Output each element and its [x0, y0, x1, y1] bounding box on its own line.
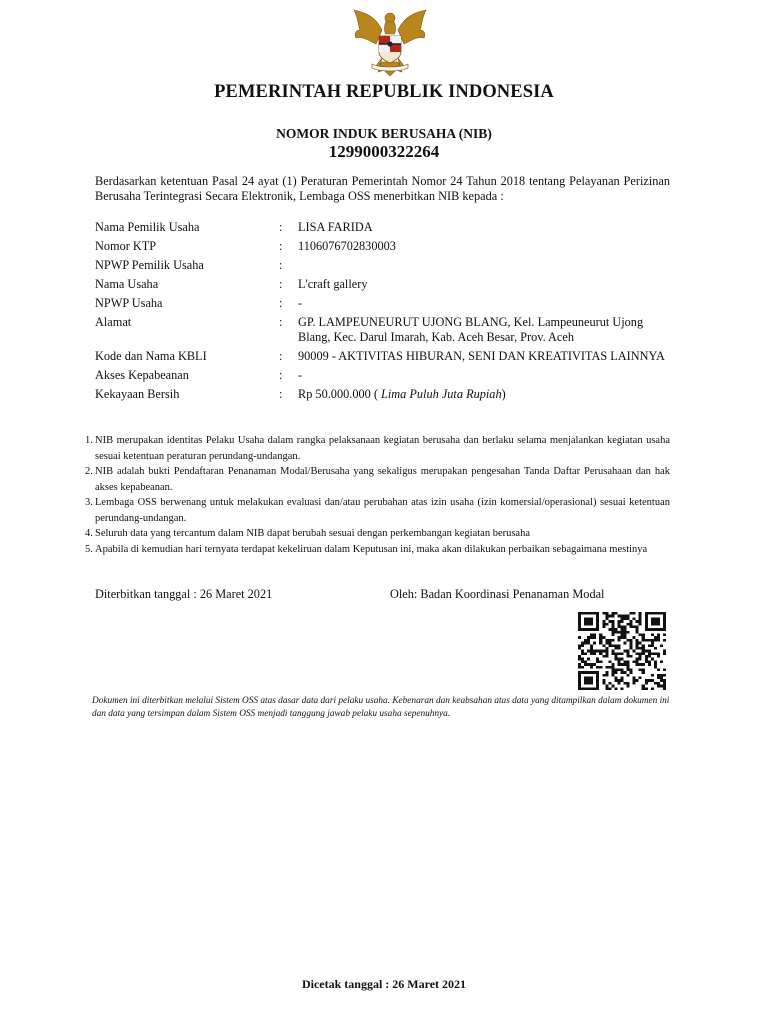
field-separator: :	[279, 315, 283, 329]
field-value: 1106076702830003	[298, 239, 396, 253]
field-label: Kode dan Nama KBLI	[95, 349, 207, 363]
intro-paragraph: Berdasarkan ketentuan Pasal 24 ayat (1) Peraturan Pemerintah Nomor 24 Tahun 2018 tentang Pelayanan Perizinan Berusaha Terintegrasi Secara Elektronik, Lembaga OSS menerbitkan NIB kepada :	[95, 174, 670, 203]
government-title: PEMERINTAH REPUBLIK INDONESIA	[214, 82, 554, 102]
field-value: GP. LAMPEUNEURUT UJONG BLANG, Kel. Lampeuneurut Ujong Blang, Kec. Darul Imarah, Kab. Aceh Besar, Prov. Aceh	[298, 315, 644, 344]
list-item	[85, 542, 670, 558]
field-label: Alamat	[95, 315, 132, 329]
note-number: 2.	[85, 466, 93, 477]
field-value	[298, 387, 670, 402]
disclaimer: Dokumen ini diterbitkan melalui Sistem OSS atas dasar data dari pelaku usaha. Kebenaran dan keabsahan atas data yang ditampilkan dalam dokumen ini dan data yang tersimpan dalam Sistem OSS menjadi tanggung jawab pelaku usaha sepenuhnya.	[92, 696, 670, 719]
field-label: NPWP Usaha	[95, 296, 163, 310]
note-text: Lembaga OSS berwenang untuk melakukan evaluasi dan/atau perubahan atas izin usaha (izin komersial/operasional) sesuai ketentuan perundang-undangan.	[95, 497, 670, 524]
field-separator: :	[279, 220, 283, 234]
net-worth-close: )	[501, 387, 506, 401]
field-customs-access	[95, 368, 670, 383]
note-text: Seluruh data yang tercantum dalam NIB dapat berubah sesuai dengan perkembangan kegiatan berusaha	[95, 528, 531, 539]
garuda-pancasila-icon	[348, 6, 432, 78]
nib-number: 1299000322264	[328, 142, 440, 161]
field-value: LISA FARIDA	[298, 220, 373, 234]
field-kbli	[95, 349, 670, 364]
printed-date: Dicetak tanggal : 26 Maret 2021	[301, 977, 467, 991]
note-text: NIB merupakan identitas Pelaku Usaha dalam rangka pelaksanaan kegiatan berusaha dan berlaku selama menjalankan kegiatan usaha sesuai ketentuan peraturan perundang-undangan.	[95, 435, 670, 462]
field-label: Nomor KTP	[95, 239, 157, 253]
list-item	[85, 495, 670, 526]
note-text: Apabila di kemudian hari ternyata terdapat kekeliruan dalam Keputusan ini, maka akan dilakukan perbaikan sebagaimana mestinya	[95, 543, 648, 555]
note-text: NIB adalah bukti Pendaftaran Penanaman Modal/Berusaha yang sekaligus merupakan pengesahan Tanda Daftar Perusahaan dan hak akses kepabeanan.	[95, 466, 670, 493]
field-separator: :	[279, 277, 283, 291]
issued-date: Diterbitkan tanggal : 26 Maret 2021	[95, 587, 273, 601]
net-worth-words: Lima Puluh Juta Rupiah	[381, 387, 502, 401]
field-address	[95, 315, 670, 345]
field-label: Nama Usaha	[95, 277, 159, 291]
field-separator: :	[279, 258, 283, 272]
field-business-name	[95, 277, 670, 292]
field-label: NPWP Pemilik Usaha	[95, 258, 204, 272]
field-label: Nama Pemilik Usaha	[95, 220, 200, 234]
field-ktp-number	[95, 239, 670, 254]
field-separator: :	[279, 239, 283, 253]
field-net-worth	[95, 387, 670, 402]
field-value: 90009 - AKTIVITAS HIBURAN, SENI DAN KREATIVITAS LAINNYA	[298, 349, 665, 363]
qr-code-icon	[578, 612, 666, 690]
note-number: 5.	[85, 543, 93, 555]
notes-list	[85, 433, 670, 557]
note-number: 1.	[85, 435, 93, 446]
field-separator: :	[279, 368, 283, 382]
registration-fields	[95, 220, 670, 406]
field-owner-npwp	[95, 258, 670, 273]
field-separator: :	[279, 387, 283, 401]
field-value: -	[298, 368, 303, 382]
net-worth-amount: Rp 50.000.000 (	[298, 387, 378, 401]
note-number: 3.	[85, 497, 93, 508]
list-item	[85, 526, 670, 542]
field-separator: :	[279, 296, 283, 310]
note-number: 4.	[85, 528, 93, 539]
field-separator: :	[279, 349, 283, 363]
field-value: -	[298, 296, 303, 310]
field-business-npwp	[95, 296, 670, 311]
field-owner-name	[95, 220, 670, 235]
field-label: Akses Kepabeanan	[95, 368, 189, 382]
list-item	[85, 433, 670, 464]
field-value: L'craft gallery	[298, 277, 368, 291]
field-value	[298, 258, 670, 273]
field-label: Kekayaan Bersih	[95, 387, 180, 401]
issued-by: Oleh: Badan Koordinasi Penanaman Modal	[390, 587, 605, 601]
list-item	[85, 464, 670, 495]
document-label: NOMOR INDUK BERUSAHA (NIB)	[276, 126, 492, 141]
